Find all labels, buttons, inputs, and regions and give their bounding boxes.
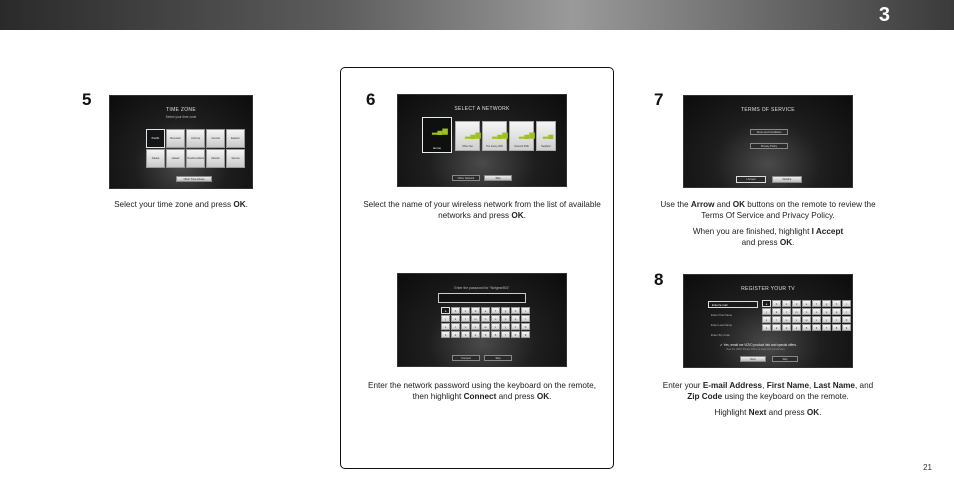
time-zone-tile[interactable]: Hawaii — [166, 149, 185, 168]
keyboard-key[interactable]: z — [511, 323, 520, 330]
register-title: REGISTER YOUR TV — [741, 286, 795, 292]
time-zone-tile[interactable]: Eastern — [226, 129, 245, 148]
keyboard-key[interactable]: 3 — [782, 324, 791, 331]
keyboard-key[interactable]: u — [782, 316, 791, 323]
network-password-screen — [397, 273, 567, 367]
last-name-field[interactable]: Enter Last Name — [711, 322, 732, 327]
wifi-signal-icon: ▂▄▆ — [492, 132, 508, 139]
first-name-field[interactable]: Enter First Name — [711, 312, 733, 317]
time-zone-tile[interactable]: Mountain — [166, 129, 185, 148]
keyboard-key[interactable]: e — [802, 300, 811, 307]
keyboard-key[interactable]: f — [812, 300, 821, 307]
keyboard-key[interactable]: v — [792, 316, 801, 323]
keyboard-key[interactable]: 9 — [521, 331, 530, 338]
skip-button[interactable]: Skip — [484, 355, 512, 361]
keyboard-key[interactable]: z — [832, 316, 841, 323]
keyboard-key[interactable]: 9 — [842, 324, 851, 331]
time-zone-screen — [109, 95, 253, 189]
keyboard-key[interactable]: o — [491, 315, 500, 322]
select-network-title: SELECT A NETWORK — [454, 106, 510, 112]
step-6-caption: Select the name of your wireless network from the list of available networks and press OK. — [363, 200, 601, 220]
privacy-policy-link[interactable]: Privacy Policy — [750, 143, 788, 149]
step-5-caption: Select your time zone and press OK. — [114, 200, 248, 209]
time-zone-tile[interactable]: Pacific — [146, 129, 165, 148]
time-zone-tile[interactable]: Central — [206, 129, 225, 148]
keyboard-key[interactable]: 7 — [822, 324, 831, 331]
keyboard-key[interactable]: a — [762, 300, 771, 307]
step-8-caption — [660, 381, 876, 425]
time-zone-tile[interactable]: Atlantic — [206, 149, 225, 168]
wifi-signal-icon: ▂▄▆ — [519, 132, 535, 139]
keyboard-key[interactable]: q — [511, 315, 520, 322]
terms-and-conditions-link[interactable]: Terms and Conditions — [750, 129, 788, 135]
time-zone-title: TIME ZONE — [166, 107, 196, 113]
keyboard-key[interactable]: 5 — [481, 331, 490, 338]
step-7-caption-line2: When you are finished, highlight I Accept and press OK. — [692, 227, 844, 247]
password-input[interactable] — [438, 293, 526, 303]
terms-title: TERMS OF SERVICE — [741, 107, 795, 113]
keyboard-key[interactable]: n — [802, 308, 811, 315]
keyboard-key[interactable]: 8 — [832, 324, 841, 331]
select-network-screen — [397, 94, 567, 187]
network-tile[interactable]: ▂▄▆ The Fancy WiFi — [482, 121, 507, 151]
keyboard-key[interactable]: w — [802, 316, 811, 323]
keyboard-key[interactable]: w — [481, 323, 490, 330]
terms-of-service-screen — [683, 95, 853, 188]
keyboard-key[interactable]: c — [461, 307, 470, 314]
chapter-header-bar — [0, 0, 954, 30]
keyboard-key[interactable]: q — [832, 308, 841, 315]
password-prompt: Enter the password for "Netgear501" — [454, 286, 510, 290]
keyboard-key[interactable]: b — [451, 307, 460, 314]
skip-button[interactable]: Skip — [772, 356, 798, 362]
keyboard-key[interactable]: 4 — [792, 324, 801, 331]
step-8-caption-line2: Highlight Next and press OK. — [714, 408, 822, 417]
time-zone-tile[interactable]: Newfoundland — [186, 149, 205, 168]
wifi-signal-icon: ▂▄▆ — [432, 128, 448, 135]
keyboard-key[interactable]: d — [792, 300, 801, 307]
keyboard-key[interactable]: r — [521, 315, 530, 322]
step-5-number: 5 — [82, 90, 92, 109]
keyboard-key[interactable]: s — [762, 316, 771, 323]
keyboard-key[interactable]: i — [521, 307, 530, 314]
other-network-button[interactable]: Other Network — [452, 175, 480, 181]
keyboard-key[interactable]: f — [491, 307, 500, 314]
network-tile[interactable]: ▂▄▆ Network 5GB — [509, 121, 534, 151]
time-zone-subtitle: Select your time zone — [165, 115, 197, 119]
network-tile[interactable]: ▂▄ Neighbor — [536, 121, 556, 151]
keyboard-key[interactable]: n — [481, 315, 490, 322]
keyboard-key[interactable]: c — [782, 300, 791, 307]
zip-code-field[interactable]: Enter Zip Code — [711, 332, 730, 337]
keyboard-key[interactable]: s — [441, 323, 450, 330]
keyboard-key[interactable]: e — [481, 307, 490, 314]
decline-button[interactable]: Decline — [772, 176, 802, 183]
keyboard-key[interactable]: 1 — [762, 324, 771, 331]
keyboard-key[interactable]: g — [822, 300, 831, 307]
keyboard-key[interactable]: u — [461, 323, 470, 330]
wifi-signal-icon: ▂▄ — [543, 132, 554, 139]
keyboard-key[interactable]: 2 — [451, 331, 460, 338]
keyboard-key[interactable]: 1 — [441, 331, 450, 338]
keyboard-key[interactable]: g — [501, 307, 510, 314]
chapter-number: 3 — [878, 4, 890, 26]
keyboard-key[interactable]: 8 — [511, 331, 520, 338]
network-home[interactable]: ▂▄▆ Home — [422, 117, 452, 153]
step-6-password-caption: Enter the network password using the keyboard on the remote, then highlight Connect and press OK. — [367, 381, 596, 401]
time-zone-tile[interactable]: Arizona — [186, 129, 205, 148]
time-zone-tile[interactable]: Samoa — [226, 149, 245, 168]
keyboard-key[interactable]: j — [441, 315, 450, 322]
step-7-number: 7 — [654, 90, 664, 109]
keyboard-key[interactable]: 5 — [802, 324, 811, 331]
keyboard-key[interactable]: r — [842, 308, 851, 315]
keyboard-key[interactable]: 4 — [471, 331, 480, 338]
keyboard-key[interactable]: 2 — [772, 324, 781, 331]
wifi-signal-icon: ▂▄▆ — [465, 132, 481, 139]
email-field[interactable]: Enter E-mail — [708, 301, 758, 308]
keyboard-key[interactable]: 6 — [491, 331, 500, 338]
keyboard-key[interactable]: i — [842, 300, 851, 307]
offers-checkbox[interactable]: ✔ Yes, email me VIZIO product info and special offers. — [720, 343, 797, 347]
keyboard-key[interactable]: y — [501, 323, 510, 330]
keyboard-key[interactable]: y — [822, 316, 831, 323]
keyboard-key[interactable]: d — [471, 307, 480, 314]
keyboard-key[interactable]: h — [511, 307, 520, 314]
keyboard-key[interactable]: l — [461, 315, 470, 322]
step-7-caption-line1: Use the Arrow and OK buttons on the remote to review the Terms Of Service and Privacy Policy. — [660, 200, 876, 220]
step-8-caption-line1: Enter your E-mail Address, First Name, Last Name, and Zip Code using the keyboard on the remote. — [662, 381, 874, 401]
keyboard-key[interactable]: m — [471, 315, 480, 322]
keyboard-key[interactable]: x — [491, 323, 500, 330]
step-7-caption — [660, 200, 876, 254]
i-accept-button[interactable]: I Accept — [736, 176, 766, 183]
keyboard-key[interactable]: 7 — [501, 331, 510, 338]
keyboard-key[interactable]: k — [772, 308, 781, 315]
next-button[interactable]: Next — [740, 356, 766, 362]
keyboard-key[interactable]: v — [471, 323, 480, 330]
keyboard-key[interactable]: 3 — [461, 331, 470, 338]
time-zone-tile[interactable]: Alaska — [146, 149, 165, 168]
network-tile[interactable]: ▂▄▆ Office Net — [455, 121, 480, 151]
keyboard-key[interactable]: 0 — [842, 316, 851, 323]
keyboard-key[interactable]: p — [501, 315, 510, 322]
step-6-number: 6 — [366, 90, 376, 109]
keyboard-key[interactable]: k — [451, 315, 460, 322]
keyboard-key[interactable]: t — [772, 316, 781, 323]
keyboard-key[interactable]: b — [772, 300, 781, 307]
keyboard-key[interactable]: x — [812, 316, 821, 323]
skip-button[interactable]: Skip — [484, 175, 512, 181]
checkmark-icon: ✔ — [720, 343, 723, 347]
step-8-number: 8 — [654, 270, 664, 289]
other-time-zones-button[interactable]: Other Time Zones — [176, 176, 212, 182]
keyboard-key[interactable]: m — [792, 308, 801, 315]
connect-button[interactable]: Connect — [452, 355, 480, 361]
register-tv-screen — [683, 274, 853, 368]
privacy-note: View the VIZIO Privacy Policy at www.vizio.com/privacy — [726, 348, 785, 351]
keyboard-key[interactable]: l — [782, 308, 791, 315]
keyboard-key[interactable]: 0 — [521, 323, 530, 330]
keyboard-key[interactable]: o — [812, 308, 821, 315]
keyboard-key[interactable]: j — [762, 308, 771, 315]
keyboard-key[interactable]: 6 — [812, 324, 821, 331]
keyboard-key[interactable]: a — [441, 307, 450, 314]
keyboard-key[interactable]: t — [451, 323, 460, 330]
keyboard-key[interactable]: p — [822, 308, 831, 315]
keyboard-key[interactable]: h — [832, 300, 841, 307]
page-number: 21 — [923, 463, 932, 472]
